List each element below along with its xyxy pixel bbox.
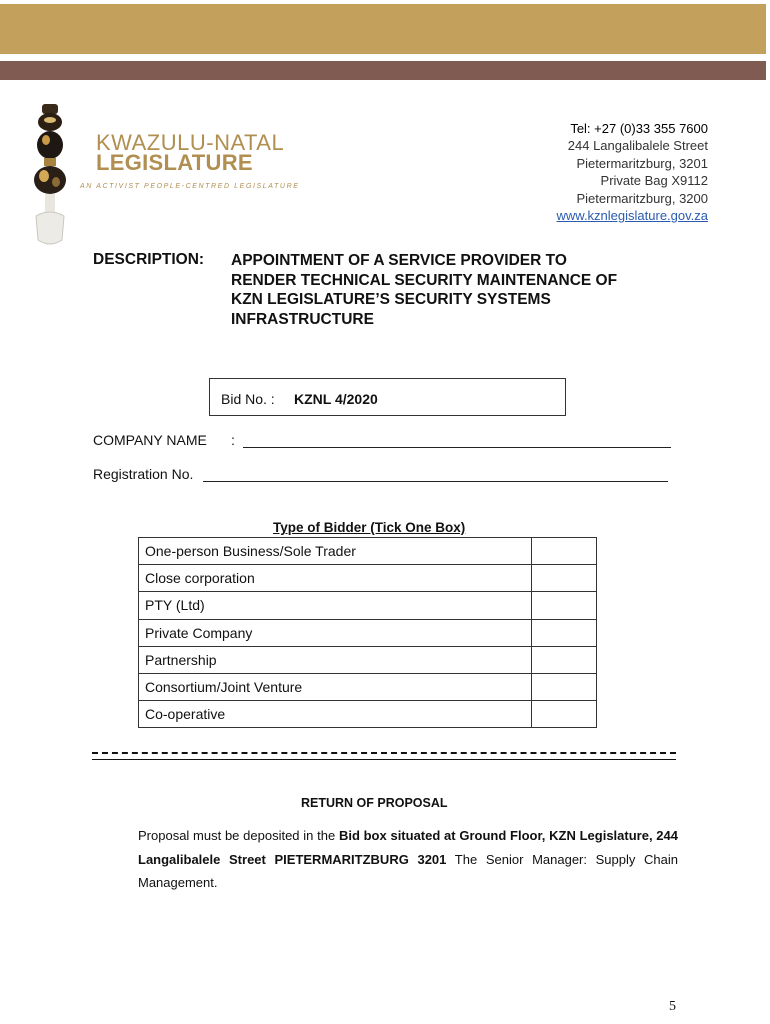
table-row	[139, 701, 597, 728]
table-row	[139, 646, 597, 673]
bidder-type-checkbox[interactable]	[532, 565, 597, 592]
return-of-proposal-text	[138, 824, 678, 895]
bidder-type-checkbox[interactable]	[532, 701, 597, 728]
header-gold-band	[0, 4, 766, 54]
logo-title-line2: LEGISLATURE	[96, 150, 253, 175]
bid-number-value: KZNL 4/2020	[294, 391, 378, 407]
contact-private-bag: Private Bag X9112	[600, 173, 708, 189]
table-row	[139, 538, 597, 565]
company-name-colon: :	[231, 432, 235, 448]
bidder-type-option: PTY (Ltd)	[139, 592, 532, 619]
contact-street: 244 Langalibalele Street	[567, 138, 708, 154]
header-brown-band	[0, 61, 766, 80]
company-name-field[interactable]	[243, 432, 671, 448]
bidder-type-title: Type of Bidder (Tick One Box)	[273, 520, 466, 535]
contact-block	[557, 120, 709, 224]
dashed-divider	[92, 752, 676, 754]
bidder-type-table	[138, 537, 597, 728]
bidder-type-option: Private Company	[139, 619, 532, 646]
description-label: DESCRIPTION:	[93, 251, 205, 268]
bidder-type-checkbox[interactable]	[532, 673, 597, 700]
company-name-label: COMPANY NAME	[93, 432, 207, 448]
bidder-type-option: Close corporation	[139, 565, 532, 592]
proposal-text-intro: Proposal must be deposited in the	[138, 828, 339, 843]
bidder-type-option: Consortium/Joint Venture	[139, 673, 532, 700]
bidder-type-checkbox[interactable]	[532, 538, 597, 565]
website-link[interactable]: www.kznlegislature.gov.za	[556, 208, 708, 224]
bidder-type-option: Partnership	[139, 646, 532, 673]
registration-number-label: Registration No.	[93, 466, 194, 482]
table-row	[139, 673, 597, 700]
description-line-3: KZN LEGISLATURE’S SECURITY SYSTEMS	[231, 291, 551, 308]
description-line-1: APPOINTMENT OF A SERVICE PROVIDER TO	[231, 252, 567, 269]
logo-tagline: AN ACTIVIST PEOPLE-CENTRED LEGISLATURE	[80, 183, 300, 190]
proposal-text-recipient: The Senior Manager: Supply Chain Management.	[138, 851, 678, 890]
bidder-type-option: One-person Business/Sole Trader	[139, 538, 532, 565]
bid-number-box	[209, 378, 566, 416]
registration-number-field[interactable]	[203, 466, 668, 482]
table-row	[139, 592, 597, 619]
contact-city-2: Pietermaritzburg, 3200	[576, 190, 708, 206]
contact-city-1: Pietermaritzburg, 3201	[576, 155, 708, 171]
legislature-mace-emblem-icon	[22, 100, 78, 250]
bidder-type-checkbox[interactable]	[532, 619, 597, 646]
proposal-text-address: Bid box situated at Ground Floor, KZN Legislature, 244 Langalibalele Street PIETERMARITZBURG 3201	[138, 828, 678, 867]
description-line-2: RENDER TECHNICAL SECURITY MAINTENANCE OF	[231, 271, 618, 289]
bidder-type-checkbox[interactable]	[532, 646, 597, 673]
divider-underline	[92, 759, 676, 760]
logo-title-line1: KWAZULU-NATAL	[96, 130, 285, 155]
contact-tel: Tel: +27 (0)33 355 7600	[570, 121, 708, 136]
bid-number-label: Bid No. :	[221, 391, 275, 407]
table-row	[139, 565, 597, 592]
return-of-proposal-heading: RETURN OF PROPOSAL	[301, 796, 448, 810]
bidder-type-checkbox[interactable]	[532, 592, 597, 619]
page-number: 5	[669, 999, 676, 1014]
description-text	[231, 251, 691, 329]
bidder-type-option: Co-operative	[139, 701, 532, 728]
description-line-4: INFRASTRUCTURE	[231, 310, 374, 328]
table-row	[139, 619, 597, 646]
